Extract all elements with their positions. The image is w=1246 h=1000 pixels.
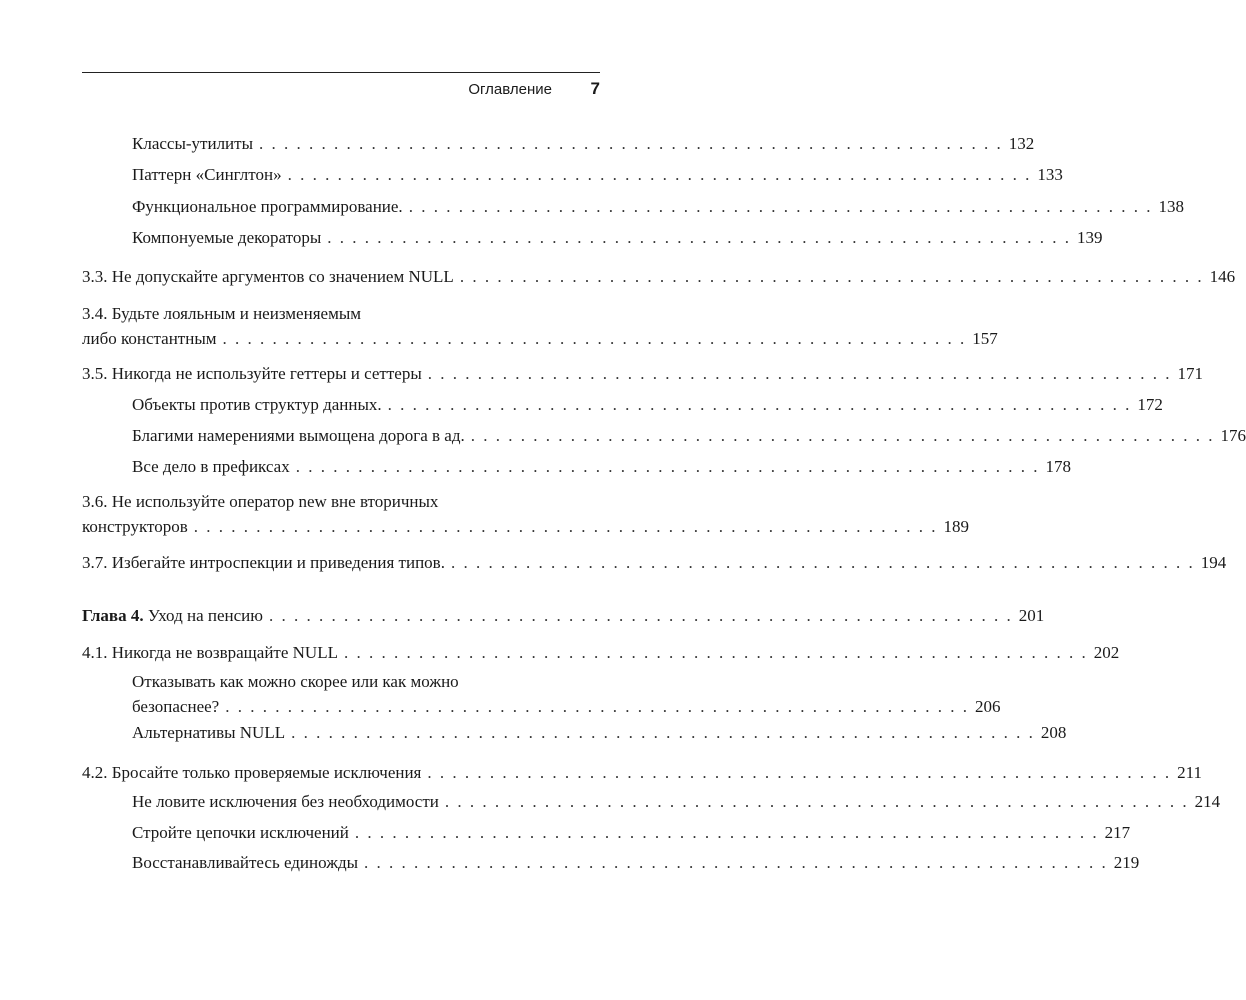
toc-entry-page: 214 bbox=[1194, 792, 1221, 811]
toc-entry-page: 202 bbox=[1093, 643, 1120, 662]
toc-entry-page: 138 bbox=[1158, 197, 1184, 216]
toc-entry[interactable] bbox=[132, 423, 1246, 448]
toc-entry[interactable] bbox=[82, 489, 969, 539]
toc-entry[interactable] bbox=[82, 361, 1204, 386]
toc-entry-title: конструкторов bbox=[82, 517, 188, 536]
dot-leader: . . . . . . . . . . . . . . . . . . . . . . . . . . . . . . . . . . . . . . . . . . . . . . . . . . . . . . . . . . . . bbox=[225, 697, 969, 716]
dot-leader: . . . . . . . . . . . . . . . . . . . . . . . . . . . . . . . . . . . . . . . . . . . . . . . . . . . . . . . . . . . . bbox=[295, 457, 1040, 476]
toc-entry-title: 3.3. Не допускайте аргументов со значением NULL bbox=[82, 267, 454, 286]
dot-leader: . . . . . . . . . . . . . . . . . . . . . . . . . . . . . . . . . . . . . . . . . . . . . . . . . . . . . . . . . . . . bbox=[459, 267, 1204, 286]
toc-entry-title: Не ловите исключения без необходимости bbox=[132, 792, 439, 811]
toc-entry[interactable] bbox=[82, 550, 1227, 575]
toc-entry-title: 4.1. Никогда не возвращайте NULL bbox=[82, 643, 338, 662]
toc-entry-title: Стройте цепочки исключений bbox=[132, 823, 349, 842]
dot-leader: . . . . . . . . . . . . . . . . . . . . . . . . . . . . . . . . . . . . . . . . . . . . . . . . . . . . . . . . . . . . bbox=[444, 792, 1189, 811]
running-header bbox=[82, 72, 600, 98]
toc-entry-title-line1: Отказывать как можно скорее или как можно bbox=[132, 672, 459, 691]
toc-entry[interactable] bbox=[132, 162, 1063, 187]
toc-entry-title: Паттерн «Синглтон» bbox=[132, 165, 282, 184]
toc-entry-title: Функциональное программирование. bbox=[132, 197, 403, 216]
toc-entry[interactable] bbox=[132, 669, 1001, 719]
toc-entry-page: 139 bbox=[1077, 228, 1103, 247]
dot-leader: . . . . . . . . . . . . . . . . . . . . . . . . . . . . . . . . . . . . . . . . . . . . . . . . . . . . . . . . . . . . bbox=[364, 853, 1108, 872]
dot-leader: . . . . . . . . . . . . . . . . . . . . . . . . . . . . . . . . . . . . . . . . . . . . . . . . . . . . . . . . . . . . bbox=[408, 197, 1153, 216]
toc-entry-page: 172 bbox=[1137, 395, 1163, 414]
toc-entry-title: Благими намерениями вымощена дорога в ад. bbox=[132, 426, 465, 445]
toc-entry-page: 217 bbox=[1104, 823, 1131, 842]
dot-leader: . . . . . . . . . . . . . . . . . . . . . . . . . . . . . . . . . . . . . . . . . . . . . . . . . . . . . . . . . . . . bbox=[450, 553, 1195, 572]
dot-leader: . . . . . . . . . . . . . . . . . . . . . . . . . . . . . . . . . . . . . . . . . . . . . . . . . . . . . . . . . . . . bbox=[343, 643, 1088, 662]
dot-leader: . . . . . . . . . . . . . . . . . . . . . . . . . . . . . . . . . . . . . . . . . . . . . . . . . . . . . . . . . . . . bbox=[470, 426, 1215, 445]
toc-chapter-entry[interactable] bbox=[82, 603, 1045, 628]
toc-entry-title: либо константным bbox=[82, 329, 217, 348]
toc-entry-page: 178 bbox=[1045, 457, 1071, 476]
toc-entry-title: 3.5. Никогда не используйте геттеры и сеттеры bbox=[82, 364, 422, 383]
toc-entry[interactable] bbox=[82, 640, 1120, 665]
toc-entry[interactable] bbox=[132, 225, 1103, 250]
toc-entry-page: 189 bbox=[943, 517, 969, 536]
toc-entry-title: Все дело в префиксах bbox=[132, 457, 290, 476]
header-title: Оглавление bbox=[468, 81, 552, 98]
toc-entry-title-line1: 3.6. Не используйте оператор new вне вторичных bbox=[82, 492, 439, 511]
toc-entry-title-line1: 3.4. Будьте лояльным и неизменяемым bbox=[82, 304, 362, 323]
toc-entry-page: 157 bbox=[972, 329, 998, 348]
toc-entry-page: 219 bbox=[1113, 853, 1140, 872]
chapter-label: Глава 4. bbox=[82, 606, 144, 625]
dot-leader: . . . . . . . . . . . . . . . . . . . . . . . . . . . . . . . . . . . . . . . . . . . . . . . . . . . . . . . . . . . . bbox=[427, 364, 1172, 383]
toc-entry-title: безопаснее? bbox=[132, 697, 220, 716]
toc-entry-title: 4.2. Бросайте только проверяемые исключения bbox=[82, 763, 422, 782]
toc-entry[interactable] bbox=[132, 850, 1140, 875]
toc-entry-page: 194 bbox=[1200, 553, 1227, 572]
toc-entry[interactable] bbox=[132, 194, 1184, 219]
toc-entry[interactable] bbox=[132, 820, 1131, 845]
dot-leader: . . . . . . . . . . . . . . . . . . . . . . . . . . . . . . . . . . . . . . . . . . . . . . . . . . . . . . . . . . . . bbox=[268, 606, 1013, 625]
toc-entry[interactable] bbox=[132, 789, 1221, 814]
toc-entry-page: 146 bbox=[1209, 267, 1236, 286]
dot-leader: . . . . . . . . . . . . . . . . . . . . . . . . . . . . . . . . . . . . . . . . . . . . . . . . . . . . . . . . . . . . bbox=[327, 228, 1071, 247]
toc-entry[interactable] bbox=[82, 264, 1236, 289]
toc-entry-title: Уход на пенсию bbox=[147, 606, 263, 625]
toc-entry[interactable] bbox=[132, 720, 1067, 745]
toc-entry-page: 208 bbox=[1040, 723, 1067, 742]
toc-entry-page: 132 bbox=[1008, 134, 1035, 153]
toc-entry-title: Классы-утилиты bbox=[132, 134, 254, 153]
dot-leader: . . . . . . . . . . . . . . . . . . . . . . . . . . . . . . . . . . . . . . . . . . . . . . . . . . . . . . . . . . . . bbox=[354, 823, 1099, 842]
dot-leader: . . . . . . . . . . . . . . . . . . . . . . . . . . . . . . . . . . . . . . . . . . . . . . . . . . . . . . . . . . . . bbox=[259, 134, 1003, 153]
toc-entry[interactable] bbox=[82, 301, 998, 351]
toc-entry-title: 3.7. Избегайте интроспекции и приведения типов. bbox=[82, 553, 445, 572]
toc-entry-title: Компонуемые декораторы bbox=[132, 228, 322, 247]
toc-entry-title: Альтернативы NULL bbox=[132, 723, 286, 742]
dot-leader: . . . . . . . . . . . . . . . . . . . . . . . . . . . . . . . . . . . . . . . . . . . . . . . . . . . . . . . . . . . . bbox=[291, 723, 1035, 742]
toc-entry[interactable] bbox=[132, 454, 1071, 479]
toc-entry-page: 171 bbox=[1177, 364, 1204, 383]
toc-entry-page: 176 bbox=[1220, 426, 1246, 445]
toc-entry-page: 206 bbox=[974, 697, 1001, 716]
dot-leader: . . . . . . . . . . . . . . . . . . . . . . . . . . . . . . . . . . . . . . . . . . . . . . . . . . . . . . . . . . . . bbox=[287, 165, 1032, 184]
toc-entry-title: Объекты против структур данных. bbox=[132, 395, 382, 414]
toc-entry-page: 133 bbox=[1037, 165, 1063, 184]
dot-leader: . . . . . . . . . . . . . . . . . . . . . . . . . . . . . . . . . . . . . . . . . . . . . . . . . . . . . . . . . . . . bbox=[222, 329, 967, 348]
toc-entry-title: Восстанавливайтесь единожды bbox=[132, 853, 359, 872]
dot-leader: . . . . . . . . . . . . . . . . . . . . . . . . . . . . . . . . . . . . . . . . . . . . . . . . . . . . . . . . . . . . bbox=[427, 763, 1172, 782]
toc-entry-page: 211 bbox=[1177, 763, 1203, 782]
toc-entry[interactable] bbox=[82, 760, 1203, 785]
header-page-number: 7 bbox=[590, 79, 600, 98]
toc-entry-page: 201 bbox=[1018, 606, 1045, 625]
toc-entry[interactable] bbox=[132, 131, 1035, 156]
dot-leader: . . . . . . . . . . . . . . . . . . . . . . . . . . . . . . . . . . . . . . . . . . . . . . . . . . . . . . . . . . . . bbox=[387, 395, 1132, 414]
toc-entry[interactable] bbox=[132, 392, 1163, 417]
dot-leader: . . . . . . . . . . . . . . . . . . . . . . . . . . . . . . . . . . . . . . . . . . . . . . . . . . . . . . . . . . . . bbox=[193, 517, 938, 536]
